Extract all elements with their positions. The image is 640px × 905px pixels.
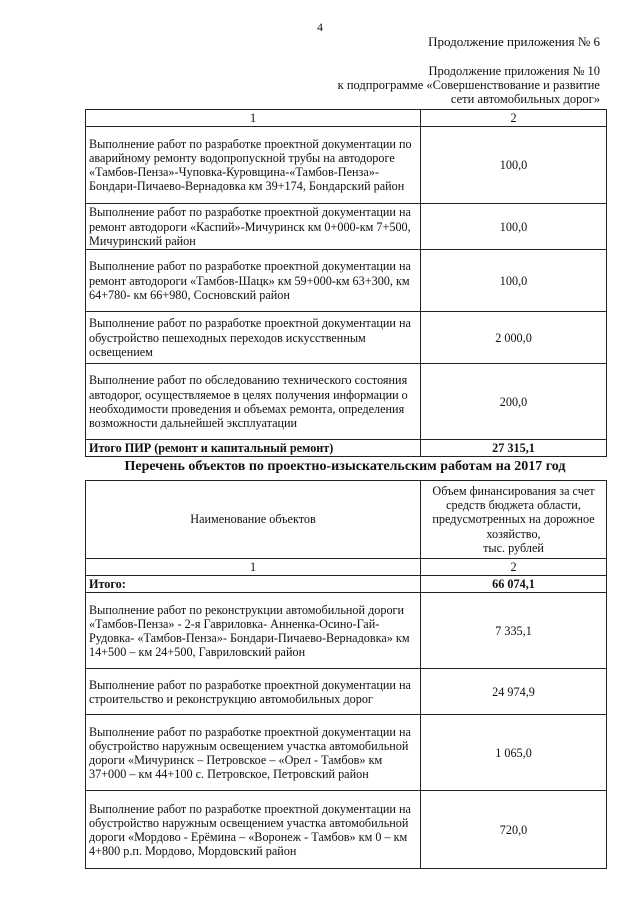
header-funding-line: тыс. рублей bbox=[483, 540, 544, 555]
column-number-row bbox=[86, 559, 607, 576]
funding-value-cell: 2 000,0 bbox=[421, 312, 607, 364]
header-funding-line: предусмотренных на дорожное bbox=[432, 512, 595, 527]
design-survey-table bbox=[85, 480, 607, 869]
header-object-name: Наименование объектов bbox=[86, 481, 421, 559]
subprogram-line: к подпрограмме «Совершенствование и развитие bbox=[337, 78, 600, 92]
funding-value-cell: 24 974,9 bbox=[421, 669, 607, 715]
object-name-cell: Выполнение работ по разработке проектной документации на строительство и реконструкцию автомобильных дорог bbox=[86, 669, 421, 715]
table-row bbox=[86, 312, 607, 364]
object-name-cell: Выполнение работ по разработке проектной документации по аварийному ремонту водопропускной трубы на автодороге «Тамбов-Пенза»-Чуповка-Куровщина-«Тамбов-Пенза»-Бондари-Пичаево-Вернадовка км 39+174, Бондарский район bbox=[86, 127, 421, 204]
object-name-cell: Выполнение работ по обследованию технического состояния автодорог, осуществляемое в целях получения информации о необходимости проведения и объемах ремонта, определения возможности дальнейшей эксплуатации bbox=[86, 364, 421, 440]
total-label: Итого ПИР (ремонт и капитальный ремонт) bbox=[86, 440, 421, 457]
header-funding-line: средств бюджета области, bbox=[446, 498, 581, 513]
table-row bbox=[86, 127, 607, 204]
appendix-continuation-label: Продолжение приложения № 6 bbox=[428, 34, 600, 49]
column-number-2: 2 bbox=[421, 110, 607, 127]
column-number-row bbox=[86, 110, 607, 127]
object-name-cell: Выполнение работ по разработке проектной документации на ремонт автодороги «Тамбов-Шацк» км 59+000-км 63+300, км 64+780- км 66+980, Сосновский район bbox=[86, 250, 421, 312]
funding-value-cell: 720,0 bbox=[421, 791, 607, 869]
funding-value-cell: 7 335,1 bbox=[421, 593, 607, 669]
funding-value-cell: 100,0 bbox=[421, 204, 607, 250]
repair-design-table bbox=[85, 109, 607, 457]
table-row bbox=[86, 204, 607, 250]
table-header-row bbox=[86, 481, 607, 559]
column-number-1: 1 bbox=[86, 110, 421, 127]
column-number-2: 2 bbox=[421, 559, 607, 576]
funding-value-cell: 200,0 bbox=[421, 364, 607, 440]
total-value: 66 074,1 bbox=[421, 576, 607, 593]
table-row bbox=[86, 791, 607, 869]
funding-value-cell: 100,0 bbox=[421, 250, 607, 312]
table-row bbox=[86, 715, 607, 791]
header-funding bbox=[421, 481, 607, 559]
table-row bbox=[86, 250, 607, 312]
object-name-cell: Выполнение работ по реконструкции автомобильной дороги «Тамбов-Пенза» - 2-я Гавриловка- Анненка-Осино-Гай- Рудовка- «Тамбов-Пенза»- Бондари-Пичаево-Вернадовка» км 14+500 – км 24+500, Гавриловский район bbox=[86, 593, 421, 669]
total-row bbox=[86, 576, 607, 593]
header-funding-line: Объем финансирования за счет bbox=[432, 483, 595, 498]
subprogram-line: сети автомобильных дорог» bbox=[450, 92, 600, 106]
section-title: Перечень объектов по проектно-изыскательским работам на 2017 год bbox=[124, 459, 566, 474]
subprogram-caption bbox=[338, 64, 600, 106]
table-row bbox=[86, 364, 607, 440]
table-row bbox=[86, 669, 607, 715]
funding-value-cell: 1 065,0 bbox=[421, 715, 607, 791]
object-name-cell: Выполнение работ по разработке проектной документации на обустройство пешеходных переходов искусственным освещением bbox=[86, 312, 421, 364]
table-row bbox=[86, 593, 607, 669]
object-name-cell: Выполнение работ по разработке проектной документации на ремонт автодороги «Каспий»-Мичуринск км 0+000-км 7+500, Мичуринский район bbox=[86, 204, 421, 250]
total-row bbox=[86, 440, 607, 457]
total-label: Итого: bbox=[86, 576, 421, 593]
header-funding-line: хозяйство, bbox=[486, 526, 541, 541]
total-value: 27 315,1 bbox=[421, 440, 607, 457]
object-name-cell: Выполнение работ по разработке проектной документации на обустройство наружным освещением участка автомобильной дороги «Мордово - Ерёмина – «Воронеж - Тамбов» км 0 – км 4+800 р.п. Мордово, Мордовский район bbox=[86, 791, 421, 869]
object-name-cell: Выполнение работ по разработке проектной документации на обустройство наружным освещением участка автомобильной дороги «Мичуринск – Петровское – «Орел - Тамбов» км 37+000 – км 44+100 с. Петровское, Петровский район bbox=[86, 715, 421, 791]
subprogram-line: Продолжение приложения № 10 bbox=[428, 64, 600, 78]
page-number: 4 bbox=[317, 20, 323, 34]
funding-value-cell: 100,0 bbox=[421, 127, 607, 204]
column-number-1: 1 bbox=[86, 559, 421, 576]
